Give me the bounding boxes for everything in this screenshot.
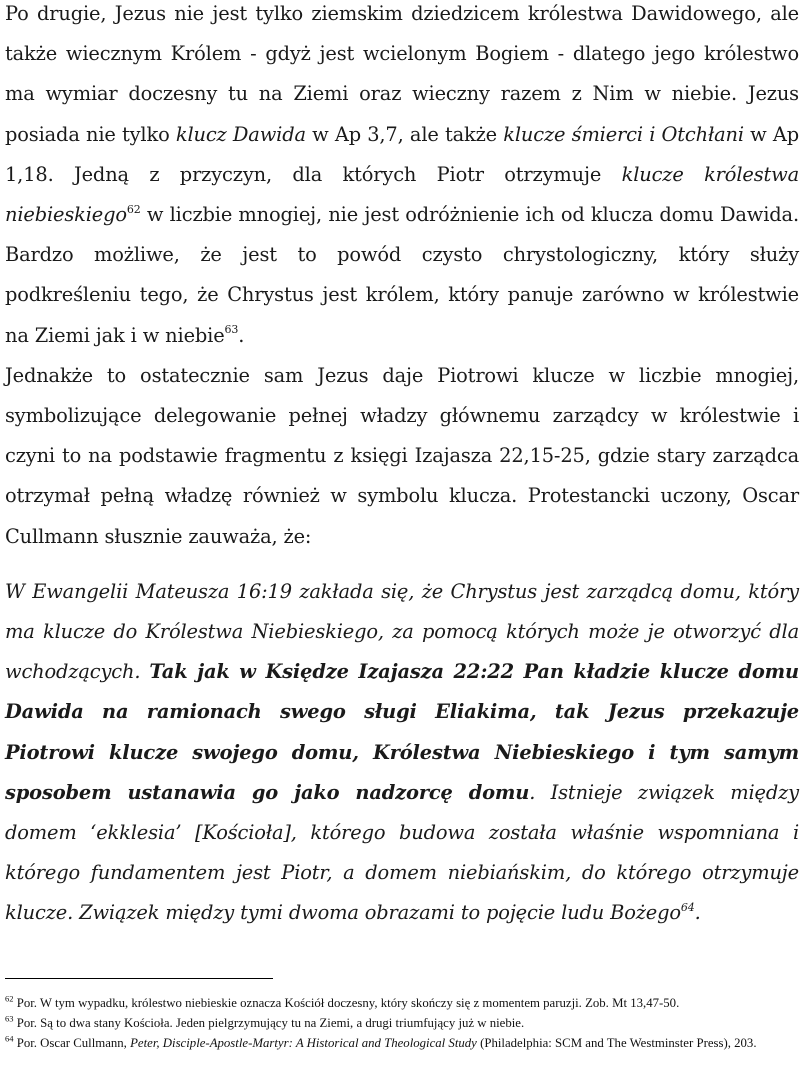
footnote-text: Por. W tym wypadku, królestwo niebieskie oznacza Kościół doczesny, który skończy się z momentem paruzji. Zob. Mt 13,47-50. <box>13 996 680 1010</box>
footnote-text: Por. Są to dwa stany Kościoła. Jeden pielgrzymujący tu na Ziemi, a drugi triumfujący już w niebie. <box>13 1016 525 1030</box>
footnote-text: (Philadelphia: SCM and The Westminster Press), 203. <box>476 1036 757 1050</box>
footnote-ref-62[interactable]: 62 <box>126 202 141 216</box>
footnote-book-title: Peter, Disciple-Apostle-Martyr: A Historical and Theological Study <box>130 1036 477 1050</box>
footnote-text: Por. Oscar Cullmann, <box>13 1036 131 1050</box>
italic-phrase: klucze śmierci i Otchłani <box>503 122 744 146</box>
paragraph-text: Jednakże to ostatecznie sam Jezus daje Piotrowi klucze w liczbie mnogiej, symbolizujące delegowanie pełnej władzy głównemu zarządcy w królestwie i czyni to na podstawie fragmentu z księgi Izajasza 22,15-25, gdzie stary zarządca otrzymał pełną władzę również w symbolu klucza. Protestancki uczony, Oscar Cullmann słusznie zauważa, że: <box>5 363 799 548</box>
block-quote <box>5 572 799 934</box>
paragraph-text: . <box>238 323 245 347</box>
footnote-63 <box>5 1013 795 1033</box>
footnote-64 <box>5 1033 795 1053</box>
footnote-ref-63[interactable]: 63 <box>224 323 239 337</box>
footnote-separator <box>5 978 273 979</box>
footnote-number: 63 <box>5 1013 14 1024</box>
document-page <box>5 0 799 934</box>
body-paragraph-2 <box>5 356 799 557</box>
paragraph-text: w liczbie mnogiej, nie jest odróżnienie ich od klucza domu Dawida. Bardzo możliwe, że jest to powód czysto chrystologiczny, który służy podkreśleniu tego, że Chrystus jest królem, który panuje zarówno w królestwie na Ziemi jak i w niebie <box>5 203 799 347</box>
footnote-ref-64[interactable]: 64 <box>680 901 695 914</box>
footnote-62 <box>5 993 795 1013</box>
quote-text: W Ewangelii Mateusza 16:19 zakłada się, że Chrystus jest zarządcą domu, który ma klucze do Królestwa Niebieskiego, za pomocą których może je otworzyć dla wchodzących. <box>5 579 799 684</box>
paragraph-text: Po drugie, Jezus nie jest tylko ziemskim dziedzicem królestwa Dawidowego, ale także wiecznym Królem - gdyż jest wcielonym Bogiem - dlatego jego królestwo ma wymiar doczesny tu na Ziemi oraz wieczny razem z Nim w niebie. Jezus posiada nie tylko <box>5 2 799 146</box>
quote-text: . <box>694 901 701 925</box>
paragraph-text: w Ap 1,18. Jedną z przyczyn, dla których Piotr otrzymuje <box>5 122 800 186</box>
footnotes <box>5 993 795 1053</box>
footnote-number: 64 <box>5 1033 14 1044</box>
quote-bold-passage: Tak jak w Księdze Izajasza 22:22 Pan kładzie klucze domu Dawida na ramionach swego sługi Eliakima, tak Jezus przekazuje Piotrowi klucze swojego domu, Królestwa Niebieskiego i tym samym sposobem ustanawia go jako nadzorcę domu <box>5 660 799 804</box>
body-paragraph-1 <box>5 0 799 356</box>
footnote-number: 62 <box>5 993 14 1004</box>
italic-phrase: klucz Dawida <box>175 122 306 146</box>
italic-phrase: klucze królestwa niebieskiego <box>5 162 800 227</box>
quote-text: . Istnieje związek między domem ‘ekklesia’ [Kościoła], którego budowa została właśnie wspomniana i którego fundamentem jest Piotr, a domem niebiańskim, do którego otrzymuje klucze. Związek między tymi dwoma obrazami to pojęcie ludu Bożego <box>5 780 799 925</box>
paragraph-text: w Ap 3,7, ale także <box>305 122 504 146</box>
